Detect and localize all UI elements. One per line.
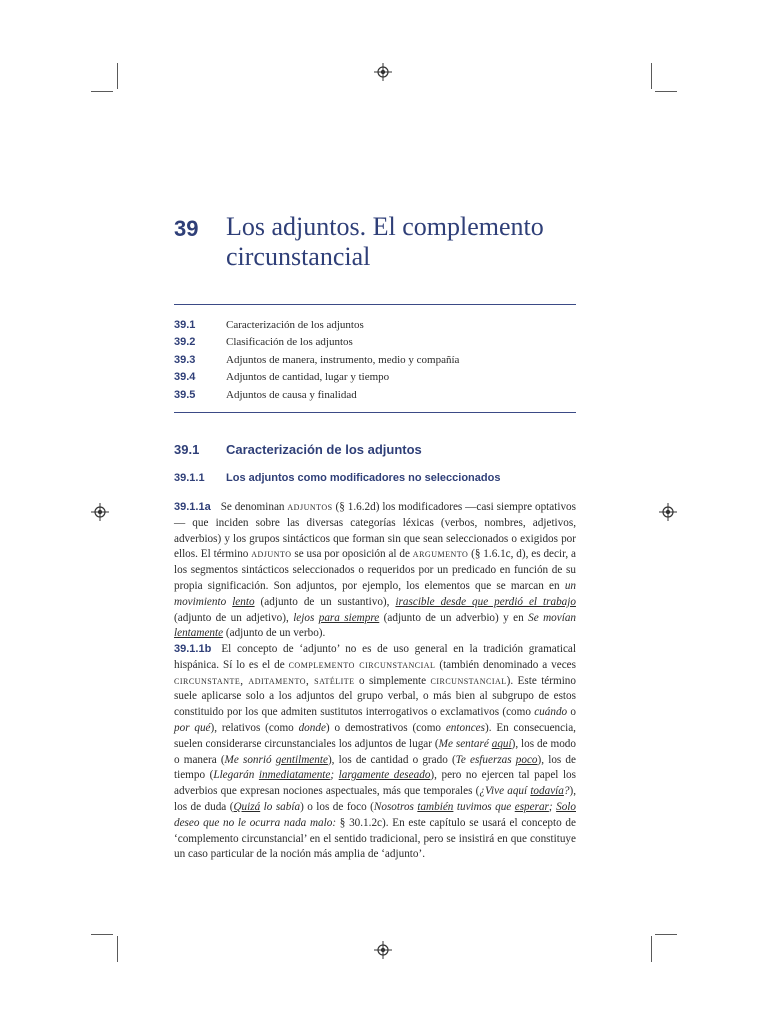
registration-mark-icon [374, 941, 392, 959]
text-run: un movimiento [174, 579, 576, 608]
table-of-contents [174, 316, 576, 404]
text-run: ; [548, 800, 557, 813]
text-run: irascible desde que perdió el trabajo [395, 595, 576, 608]
crop-mark [117, 63, 118, 89]
text-run: lo sabía [260, 800, 301, 813]
text-run: inmediatamente [258, 769, 331, 782]
text-run: lentamente [174, 627, 224, 640]
text-run: ) o los de foco ( [300, 800, 374, 813]
text-run: largamente deseado [338, 769, 431, 782]
text-run: Me sentaré [438, 737, 492, 750]
toc-item[interactable] [174, 316, 576, 334]
toc-number: 39.2 [174, 336, 196, 349]
text-run: (adjunto de un verbo). [223, 627, 326, 640]
text-run: adjuntos [287, 501, 333, 513]
text-run: (§ 1.6.1c, d), es decir, a los segmentos sintácticos seleccionados o requeridos por un predicado en función de su propia significación. Son adjuntos, por ejemplo, los elementos que se marcan en [174, 548, 576, 592]
text-run: Se movían [528, 611, 577, 624]
toc-number: 39.5 [174, 388, 196, 401]
toc-number: 39.1 [174, 318, 196, 331]
toc-label: Adjuntos de causa y finalidad [226, 388, 357, 401]
text-run: Me sonrió [224, 753, 276, 766]
toc-label: Adjuntos de manera, instrumento, medio y compañía [226, 353, 460, 366]
text-run: Nosotros [373, 800, 418, 813]
text-run: (también denominado a veces [435, 658, 577, 671]
text-run: (adjunto de un sustantivo), [254, 595, 396, 608]
text-run: ), los de cantidad o grado ( [327, 753, 456, 766]
section-title: Caracterización de los adjuntos [226, 442, 422, 457]
crop-mark [655, 934, 677, 935]
toc-item[interactable] [174, 369, 576, 387]
text-run: Llegarán [213, 769, 259, 782]
paragraph-number: 39.1.1a [174, 501, 211, 513]
crop-mark [91, 934, 113, 935]
text-run: § 30.1.2c). En este capítulo se usará el concepto de ‘complemento circunstancial’ en el sentido tradicional, pero se insistirá en que constituye un caso particular de la noción más amplia de ‘adjunto’. [174, 816, 576, 861]
text-run: El concepto de ‘adjunto’ no es de uso general en la tradición gramatical hispánica. Sí lo es el de [174, 643, 576, 671]
text-run: entonces [445, 721, 485, 734]
crop-mark [655, 91, 677, 92]
text-run: donde [298, 721, 326, 734]
text-run: gentilmente [275, 753, 328, 766]
text-run: ), pero no ejercen tal papel los adverbios que expresan nociones aspectuales, más que temporales ( [174, 769, 577, 798]
section-heading [174, 442, 422, 457]
text-run: (§ 1.6.2d) los modificadores —casi siempre optativos— que inciden sobre las diversas categorías léxicas (verbos, nombres, adjetivos, adverbios) y los grupos sintácticos que forman sin que sean seleccionados o exigidos por ellos. El término [174, 501, 576, 561]
text-run: ), relativos (como [210, 721, 299, 734]
toc-label: Clasificación de los adjuntos [226, 336, 353, 349]
text-run: ). En consecuencia, suelen considerarse circunstanciales los adjuntos de lugar ( [174, 721, 576, 750]
paragraph-body [174, 643, 576, 860]
text-run: complemento circunstancial [288, 658, 436, 671]
text-run: ), los de tiempo ( [174, 753, 576, 782]
registration-mark-icon [659, 503, 677, 521]
text-run: poco [515, 753, 538, 766]
text-run: circunstante, aditamento, satélite [174, 674, 355, 687]
text-run: Te esfuerzas [455, 753, 516, 766]
section-number: 39.1 [174, 442, 200, 457]
text-run: por qué [174, 721, 211, 734]
text-run: circunstancial [430, 674, 507, 687]
text-run: lento [232, 595, 255, 608]
text-run: o [567, 706, 577, 719]
text-run: o simplemente [354, 674, 431, 687]
crop-mark [117, 936, 118, 962]
divider [174, 412, 576, 413]
text-run: se usa por oposición al de [291, 548, 413, 561]
crop-mark [651, 63, 652, 89]
text-run: Se denominan [220, 501, 288, 513]
text-run: ), los de duda ( [174, 785, 576, 813]
crop-mark [651, 936, 652, 962]
registration-mark-icon [91, 503, 109, 521]
text-run: ) o demostrativos (como [325, 721, 446, 734]
text-run: ? [563, 785, 570, 798]
text-run: ). Este término suele aplicarse solo a los adjuntos del grupo verbal, o más bien al subgrupo de estos constituido por los que admiten sustitutos interrogativos o exclamativos (como [174, 674, 576, 719]
text-run: ; [330, 769, 339, 782]
divider [174, 304, 576, 305]
toc-item[interactable] [174, 351, 576, 369]
text-run: ), los de modo o manera ( [174, 737, 576, 766]
text-run: (adjunto de un adjetivo), [174, 611, 294, 624]
paragraph [174, 642, 576, 863]
toc-item[interactable] [174, 334, 576, 352]
subsection-heading [174, 472, 500, 484]
subsection-title: Los adjuntos como modificadores no seleccionados [226, 472, 501, 484]
text-run: para siempre [318, 611, 380, 624]
toc-item[interactable] [174, 386, 576, 404]
text-run: aquí [491, 737, 512, 750]
text-run: (adjunto de un adverbio) y en [379, 611, 529, 624]
text-run: también [417, 800, 454, 813]
text-run: deseo que no le ocurra nada malo: [174, 816, 337, 829]
text-run: ¿Vive aquí [479, 785, 531, 798]
text-run: tuvimos que [453, 800, 515, 813]
toc-label: Caracterización de los adjuntos [226, 318, 364, 331]
text-run: Solo [556, 800, 576, 813]
toc-label: Adjuntos de cantidad, lugar y tiempo [226, 371, 390, 384]
text-run: esperar [514, 800, 549, 813]
subsection-number: 39.1.1 [174, 472, 205, 484]
chapter-title: Los adjuntos. El complemento circunstancial [226, 212, 544, 271]
paragraph [174, 500, 576, 642]
paragraph-body [174, 501, 576, 639]
text-run: Quizá [233, 800, 261, 813]
text-run: adjunto [251, 548, 292, 561]
text-run: lejos [293, 611, 319, 624]
text-run: argumento [412, 548, 469, 561]
text-run: cuándo [534, 706, 568, 719]
text-run: todavía [530, 785, 564, 798]
paragraph-number: 39.1.1b [174, 643, 212, 655]
crop-mark [91, 91, 113, 92]
chapter-number: 39 [174, 216, 199, 241]
toc-number: 39.4 [174, 371, 196, 384]
registration-mark-icon [374, 63, 392, 81]
toc-number: 39.3 [174, 353, 196, 366]
